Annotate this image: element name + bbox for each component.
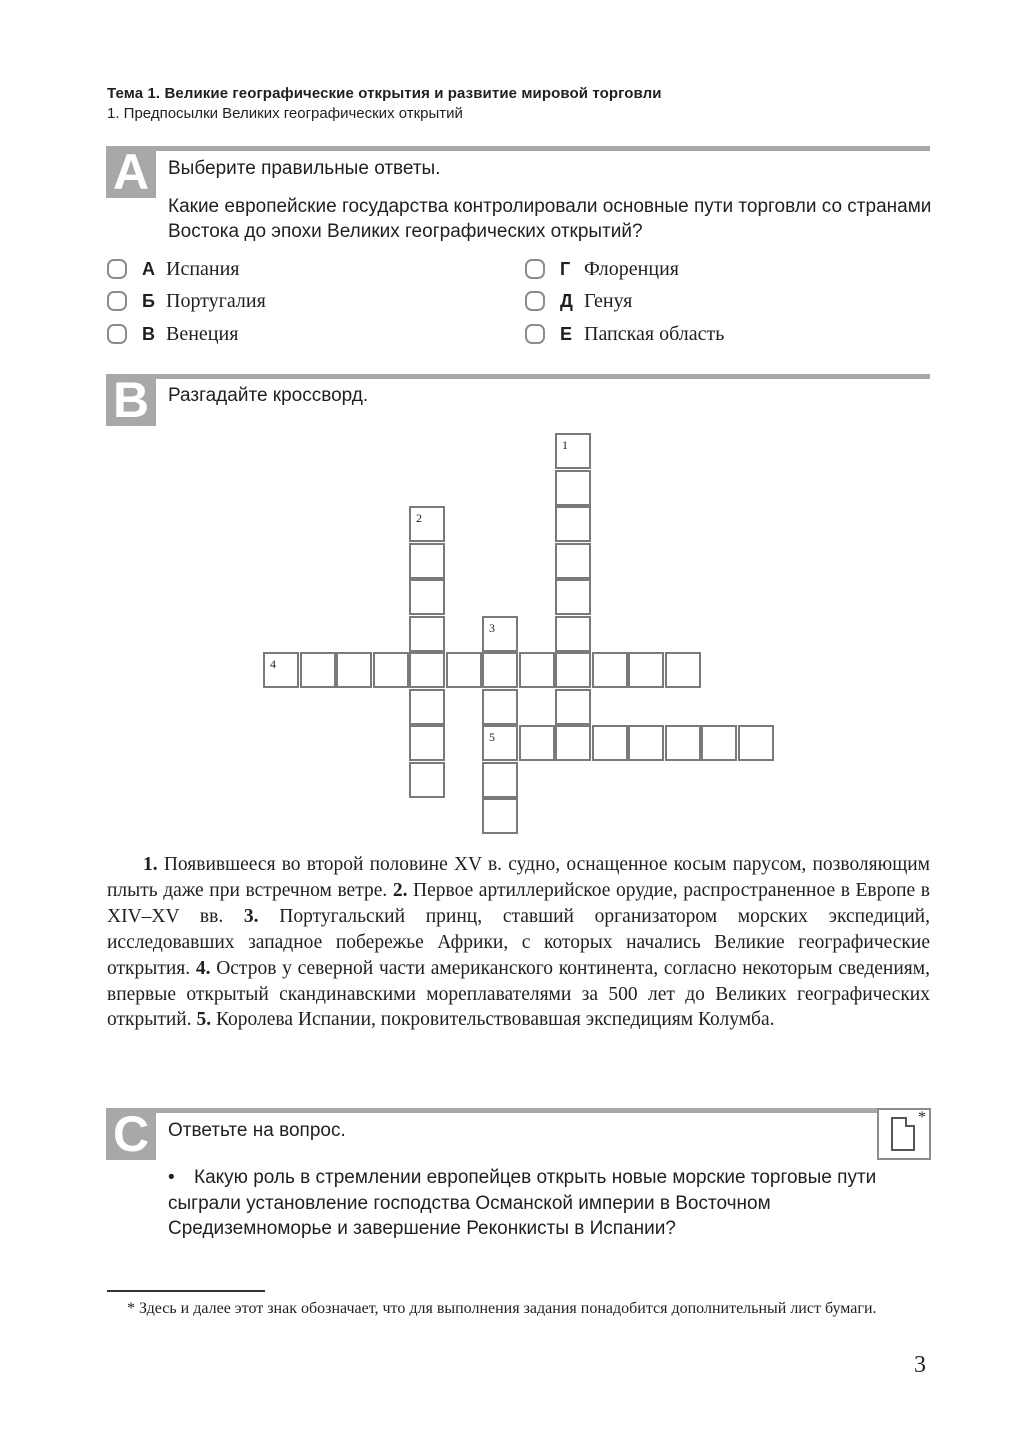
crossword-clue-number: 5: [489, 730, 495, 744]
crossword-cell[interactable]: [263, 652, 299, 688]
clue-2-number: 2.: [392, 879, 408, 901]
option-e-letter: Е: [560, 323, 573, 344]
crossword-cell[interactable]: [519, 725, 555, 761]
option-v-text: Венеция: [166, 322, 239, 345]
crossword-cell[interactable]: [336, 652, 372, 688]
task-c-rule: [156, 1108, 877, 1113]
clue-4-text: Остров у северной части американского континента, согласно некоторым сведениям, впервые открытый скандинавскими мореплавателями за 500 лет до Великих географических открытий.: [107, 957, 930, 1031]
crossword-cell[interactable]: [409, 543, 445, 579]
clue-3-number: 3.: [243, 905, 259, 927]
crossword-cell[interactable]: [373, 652, 409, 688]
crossword-cell[interactable]: [555, 433, 591, 469]
crossword-cell[interactable]: [555, 652, 591, 688]
footnote: * Здесь и далее этот знак обозначает, что для выполнения задания понадобится дополнительный лист бумаги.: [127, 1300, 877, 1317]
crossword-cell[interactable]: [555, 689, 591, 725]
task-a-rule: [156, 146, 930, 151]
option-v[interactable]: [107, 321, 238, 347]
sheet-page-shape: [891, 1117, 915, 1151]
clue-1-number: 1.: [143, 854, 158, 875]
option-v-checkbox[interactable]: [107, 324, 127, 344]
crossword-cell[interactable]: [446, 652, 482, 688]
crossword-cell[interactable]: [482, 652, 518, 688]
crossword-cell[interactable]: [592, 725, 628, 761]
clue-5-text: Королева Испании, покровительствовавшая экспедициям Колумба.: [211, 1009, 775, 1031]
crossword-cell[interactable]: [482, 616, 518, 652]
task-c-instruction: Ответьте на вопрос.: [168, 1120, 346, 1141]
option-a-letter: А: [142, 258, 155, 279]
section-title: 1. Предпосылки Великих географических открытий: [107, 105, 463, 122]
option-d-checkbox[interactable]: [525, 291, 545, 311]
crossword-cell[interactable]: [409, 762, 445, 798]
crossword-cell[interactable]: [555, 579, 591, 615]
crossword-cell[interactable]: [555, 616, 591, 652]
bullet-mark: •: [168, 1167, 175, 1188]
option-g-checkbox[interactable]: [525, 259, 545, 279]
option-d-text: Генуя: [584, 289, 633, 312]
task-c-question: [168, 1165, 934, 1242]
crossword-cell[interactable]: [409, 506, 445, 542]
clue-5-number: 5.: [196, 1009, 212, 1031]
crossword-cell[interactable]: [409, 579, 445, 615]
crossword-cell[interactable]: [482, 689, 518, 725]
extra-sheet-icon: [877, 1108, 931, 1160]
crossword-cell[interactable]: [555, 543, 591, 579]
page-number: 3: [914, 1352, 926, 1378]
option-d[interactable]: [525, 288, 632, 314]
task-b-instruction: Разгадайте кроссворд.: [168, 385, 369, 406]
crossword-cell[interactable]: [665, 652, 701, 688]
crossword-clue-number: 2: [416, 511, 422, 525]
option-d-letter: Д: [560, 290, 573, 311]
option-b-text: Португалия: [166, 289, 266, 312]
clue-3-text: Португальский принц, ставший организатором морских экспедиций, исследовавших западное побережье Африки, с которых начались Великие географические открытия.: [107, 905, 930, 979]
task-a-instruction: Выберите правильные ответы.: [168, 158, 441, 179]
crossword-cell[interactable]: [665, 725, 701, 761]
task-c-question-text: Какую роль в стремлении европейцев открыть новые морские торговые пути сыграли установление господства Османской империи в Восточном Средиземноморье и завершение Реконкисты в Испании?: [168, 1167, 877, 1239]
crossword-cell[interactable]: [628, 652, 664, 688]
task-a-question: Какие европейские государства контролировали основные пути торговли со странами Востока до эпохи Великих географических открытий?: [168, 196, 932, 242]
option-a[interactable]: [107, 256, 240, 282]
crossword-cell[interactable]: [555, 470, 591, 506]
clue-1-text: Появившееся во второй половине XV в. судно, оснащенное косым парусом, позволяющим плыть даже при встречном ветре.: [107, 854, 930, 901]
crossword-cell[interactable]: [409, 652, 445, 688]
crossword-cell[interactable]: [482, 762, 518, 798]
task-b-rule: [156, 374, 930, 379]
crossword-cell[interactable]: [555, 506, 591, 542]
task-a-badge: A: [106, 146, 156, 198]
crossword-clue-number: 4: [270, 657, 276, 671]
crossword-cell[interactable]: [300, 652, 336, 688]
option-g-letter: Г: [560, 258, 571, 279]
crossword-clue-number: 3: [489, 621, 495, 635]
crossword-cell[interactable]: [409, 725, 445, 761]
crossword-cell[interactable]: [482, 725, 518, 761]
crossword-cell[interactable]: [592, 652, 628, 688]
option-g[interactable]: [525, 256, 679, 282]
option-v-letter: В: [142, 323, 155, 344]
option-g-text: Флоренция: [584, 257, 679, 280]
crossword-clue-number: 1: [562, 438, 568, 452]
option-a-text: Испания: [166, 257, 240, 280]
crossword-cell[interactable]: [555, 725, 591, 761]
option-a-checkbox[interactable]: [107, 259, 127, 279]
crossword-clues: [107, 852, 930, 1033]
crossword-cell[interactable]: [738, 725, 774, 761]
crossword-cell[interactable]: [482, 798, 518, 834]
option-b[interactable]: [107, 288, 266, 314]
option-b-letter: Б: [142, 290, 155, 311]
option-e-checkbox[interactable]: [525, 324, 545, 344]
crossword-cell[interactable]: [701, 725, 737, 761]
task-b-badge: B: [106, 374, 156, 426]
task-c-badge: C: [106, 1108, 156, 1160]
crossword-cell[interactable]: [519, 652, 555, 688]
footnote-rule: [107, 1290, 265, 1292]
option-b-checkbox[interactable]: [107, 291, 127, 311]
option-e-text: Папская область: [584, 322, 725, 345]
crossword-cell[interactable]: [409, 689, 445, 725]
clue-4-number: 4.: [195, 957, 211, 979]
clue-2-text: Первое артиллерийское орудие, распространенное в Европе в XIV–XV вв.: [107, 879, 930, 927]
topic-title: Тема 1. Великие географические открытия и развитие мировой торговли: [107, 85, 662, 102]
crossword-cell[interactable]: [628, 725, 664, 761]
crossword-cell[interactable]: [409, 616, 445, 652]
sheet-asterisk: *: [918, 1109, 926, 1126]
option-e[interactable]: [525, 321, 724, 347]
